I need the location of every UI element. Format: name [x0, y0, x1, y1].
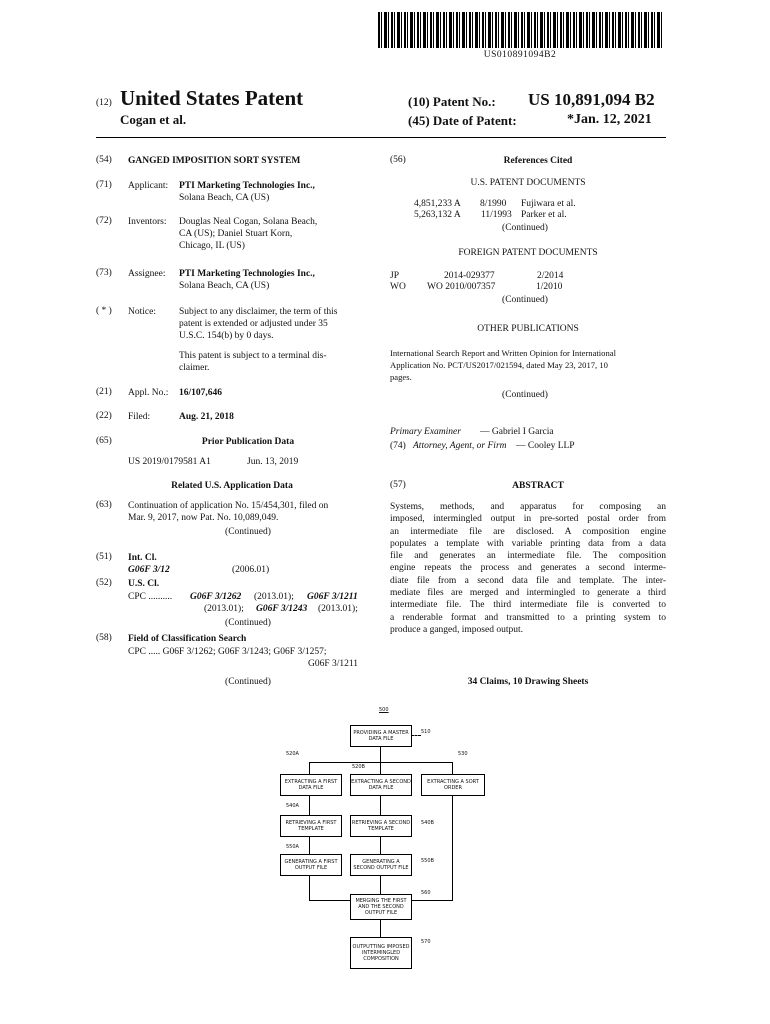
- other-pub-text: International Search Report and Written Opinion for International: [390, 348, 616, 358]
- field-code: (51): [96, 552, 112, 562]
- ref-country: JP: [390, 271, 399, 281]
- flow-ref: 540B: [421, 820, 434, 826]
- flow-box: RETRIEVING A FIRST TEMPLATE: [280, 815, 342, 837]
- abstract-line: populates a template with variable printing data from a data: [390, 538, 666, 549]
- notice-text: claimer.: [179, 363, 210, 373]
- abstract-line: intermediate file. The third intermediate file is converted to: [390, 600, 666, 611]
- notice-label: Notice:: [128, 307, 156, 317]
- field-code: (63): [96, 500, 112, 510]
- continued-note: (Continued): [502, 295, 548, 305]
- foreign-docs-heading: FOREIGN PATENT DOCUMENTS: [458, 248, 598, 258]
- ref-number: WO 2010/007357: [427, 282, 496, 292]
- prior-pub-date: Jun. 13, 2019: [247, 457, 299, 467]
- abstract-line: diate file from a second data file and template. The inter-: [390, 575, 666, 586]
- ref-date: 1/2010: [536, 282, 563, 292]
- continuation-text: Mar. 9, 2017, now Pat. No. 10,089,049.: [128, 513, 279, 523]
- invention-title: GANGED IMPOSITION SORT SYSTEM: [128, 156, 301, 166]
- abstract-line: an intermediate file are disclosed. A composition engine: [390, 526, 666, 537]
- field-code: (58): [96, 633, 112, 643]
- related-label: Related U.S. Application Data: [171, 481, 293, 491]
- patent-no-label: (10) Patent No.:: [408, 94, 496, 109]
- connector: [452, 795, 453, 900]
- ref-name: Fujiwara et al.: [521, 199, 576, 209]
- flow-box: MERGING THE FIRST AND THE SECOND OUTPUT FILE: [350, 894, 412, 920]
- ref-date: 2/2014: [537, 271, 564, 281]
- cpc-year: (2013.01);: [204, 604, 244, 614]
- connector: [380, 919, 381, 937]
- us-docs-heading: U.S. PATENT DOCUMENTS: [470, 178, 586, 188]
- assignee-name: PTI Marketing Technologies Inc.,: [179, 269, 315, 279]
- ref-country: WO: [390, 282, 406, 292]
- field-code: (65): [96, 436, 112, 446]
- flow-box: EXTRACTING A FIRST DATA FILE: [280, 774, 342, 796]
- abstract-line: produce a ganged, imposed output.: [390, 624, 523, 635]
- ref-number: 4,851,233 A: [414, 199, 461, 209]
- field-code: (22): [96, 411, 112, 421]
- claims-count: 34 Claims, 10 Drawing Sheets: [467, 677, 589, 687]
- flow-box: RETRIEVING A SECOND TEMPLATE: [350, 815, 412, 837]
- filed-date: Aug. 21, 2018: [179, 412, 234, 422]
- int-cl-year: (2006.01): [232, 565, 270, 575]
- barcode-image: [378, 12, 662, 48]
- cpc-label: CPC ..........: [128, 592, 173, 602]
- connector: [380, 795, 381, 815]
- cpc-year: (2013.01);: [254, 592, 294, 602]
- field-code: ( * ): [96, 306, 112, 316]
- patent-no: US 10,891,094 B2: [528, 90, 655, 109]
- flow-box: EXTRACTING A SORT ORDER: [421, 774, 485, 796]
- notice-text: U.S.C. 154(b) by 0 days.: [179, 331, 274, 341]
- date-label: (45) Date of Patent:: [408, 113, 517, 128]
- continued-note: (Continued): [502, 390, 548, 400]
- flow-ref: 520B: [352, 764, 365, 770]
- assignee-location: Solana Beach, CA (US): [179, 281, 270, 291]
- abstract-line: mediate files are merged and intermingled to generate a third: [390, 588, 666, 599]
- field-code: (72): [96, 216, 112, 226]
- cpc-class: G06F 3/1211: [307, 592, 358, 602]
- inventors-short: Cogan et al.: [120, 112, 187, 127]
- int-cl-class: G06F 3/12: [128, 565, 170, 575]
- field-code: (71): [96, 180, 112, 190]
- connector: [309, 836, 310, 854]
- attorney-name: — Cooley LLP: [516, 441, 575, 451]
- continued-note: (Continued): [225, 618, 271, 628]
- inventors-line: Chicago, IL (US): [179, 241, 245, 251]
- us-cl-label: U.S. Cl.: [128, 579, 160, 589]
- abstract-line: Systems, methods, and apparatus for composing an: [390, 502, 666, 512]
- connector: [380, 836, 381, 854]
- ref-name: Parker et al.: [521, 210, 567, 220]
- ref-number: 5,263,132 A: [414, 210, 461, 220]
- notice-text: Subject to any disclaimer, the term of this: [179, 307, 338, 317]
- patent-title: United States Patent: [120, 86, 304, 110]
- flow-ref: 550B: [421, 858, 434, 864]
- inventors-label: Inventors:: [128, 217, 167, 227]
- connector: [309, 762, 310, 774]
- filed-label: Filed:: [128, 412, 151, 422]
- prior-pub-number: US 2019/0179581 A1: [128, 457, 211, 467]
- abstract-line: imposed, intermingled output in pre-sorted postal order from: [390, 514, 666, 525]
- connector: [380, 762, 381, 774]
- applicant-location: Solana Beach, CA (US): [179, 193, 270, 203]
- continuation-text: Continuation of application No. 15/454,301, filed on: [128, 501, 329, 511]
- appl-no-label: Appl. No.:: [128, 388, 169, 398]
- inventors-line: Douglas Neal Cogan, Solana Beach,: [179, 217, 318, 227]
- flow-box: PROVIDING A MASTER DATA FILE: [350, 725, 412, 747]
- notice-text: patent is extended or adjusted under 35: [179, 319, 328, 329]
- barcode-number: US010891094B2: [483, 50, 557, 60]
- header-rule: [96, 137, 666, 138]
- references-label: References Cited: [503, 156, 573, 166]
- connector: [452, 762, 453, 774]
- inventors-line: CA (US); Daniel Stuart Korn,: [179, 229, 293, 239]
- attorney-label: Attorney, Agent, or Firm: [413, 441, 507, 451]
- field-code: (74): [390, 441, 406, 451]
- continued-note: (Continued): [225, 677, 271, 687]
- other-pub-text: pages.: [390, 372, 412, 382]
- flow-ref: 520A: [286, 751, 299, 757]
- flow-ref: 530: [458, 751, 468, 757]
- flow-ref: 560: [421, 890, 431, 896]
- flow-ref: 550A: [286, 844, 299, 850]
- applicant-label: Applicant:: [128, 181, 169, 191]
- applicant-name: PTI Marketing Technologies Inc.,: [179, 181, 315, 191]
- patent-date: *Jan. 12, 2021: [567, 112, 652, 127]
- ref-number: 2014-029377: [444, 271, 495, 281]
- flow-box: EXTRACTING A SECOND DATA FILE: [350, 774, 412, 796]
- abstract-text: [390, 501, 666, 636]
- flow-box: GENERATING A SECOND OUTPUT FILE: [350, 854, 412, 876]
- kind-label: (12): [96, 98, 112, 108]
- other-pubs-heading: OTHER PUBLICATIONS: [477, 324, 579, 334]
- prior-pub-label: Prior Publication Data: [201, 437, 295, 447]
- notice-text: This patent is subject to a terminal dis-: [179, 351, 327, 361]
- flow-ref: 510: [421, 729, 431, 735]
- leader: [411, 735, 421, 736]
- abstract-line: file and generates an intermediate file. The composition: [390, 551, 666, 562]
- field-search-text: CPC ..... G06F 3/1262; G06F 3/1243; G06F 3/1257;: [128, 647, 327, 657]
- cpc-year: (2013.01);: [318, 604, 358, 614]
- flow-box: OUTPUTTING IMPOSED INTERMINGLED COMPOSITION: [350, 937, 412, 969]
- cpc-class: G06F 3/1243: [256, 604, 308, 614]
- connector: [380, 746, 381, 762]
- field-search-text: G06F 3/1211: [308, 659, 359, 669]
- figure-ref: 500: [379, 707, 389, 713]
- flow-box: GENERATING A FIRST OUTPUT FILE: [280, 854, 342, 876]
- field-code: (54): [96, 155, 112, 165]
- appl-no: 16/107,646: [179, 388, 223, 398]
- connector: [309, 875, 310, 900]
- examiner-label: Primary Examiner: [390, 427, 461, 437]
- continued-note: (Continued): [502, 223, 548, 233]
- flow-ref: 570: [421, 939, 431, 945]
- continued-note: (Continued): [225, 527, 271, 537]
- ref-date: 11/1993: [481, 210, 512, 220]
- connector: [309, 795, 310, 815]
- ref-date: 8/1990: [480, 199, 507, 209]
- abstract-line: a renderable format and transmitted to a printing system to: [390, 612, 666, 623]
- abstract-label: ABSTRACT: [512, 481, 564, 491]
- cpc-class: G06F 3/1262: [190, 592, 242, 602]
- int-cl-label: Int. Cl.: [128, 553, 157, 563]
- field-code: (21): [96, 387, 112, 397]
- examiner-name: — Gabriel I Garcia: [480, 427, 554, 437]
- flow-ref: 540A: [286, 803, 299, 809]
- assignee-label: Assignee:: [128, 269, 166, 279]
- field-code: (73): [96, 268, 112, 278]
- other-pub-text: Application No. PCT/US2017/021594, dated May 23, 2017, 10: [390, 360, 608, 370]
- field-code: (52): [96, 578, 112, 588]
- field-code: (56): [390, 155, 406, 165]
- field-code: (57): [390, 480, 406, 490]
- abstract-line: engine repeats the process and generates a second interme-: [390, 563, 666, 574]
- field-search-label: Field of Classification Search: [128, 634, 247, 644]
